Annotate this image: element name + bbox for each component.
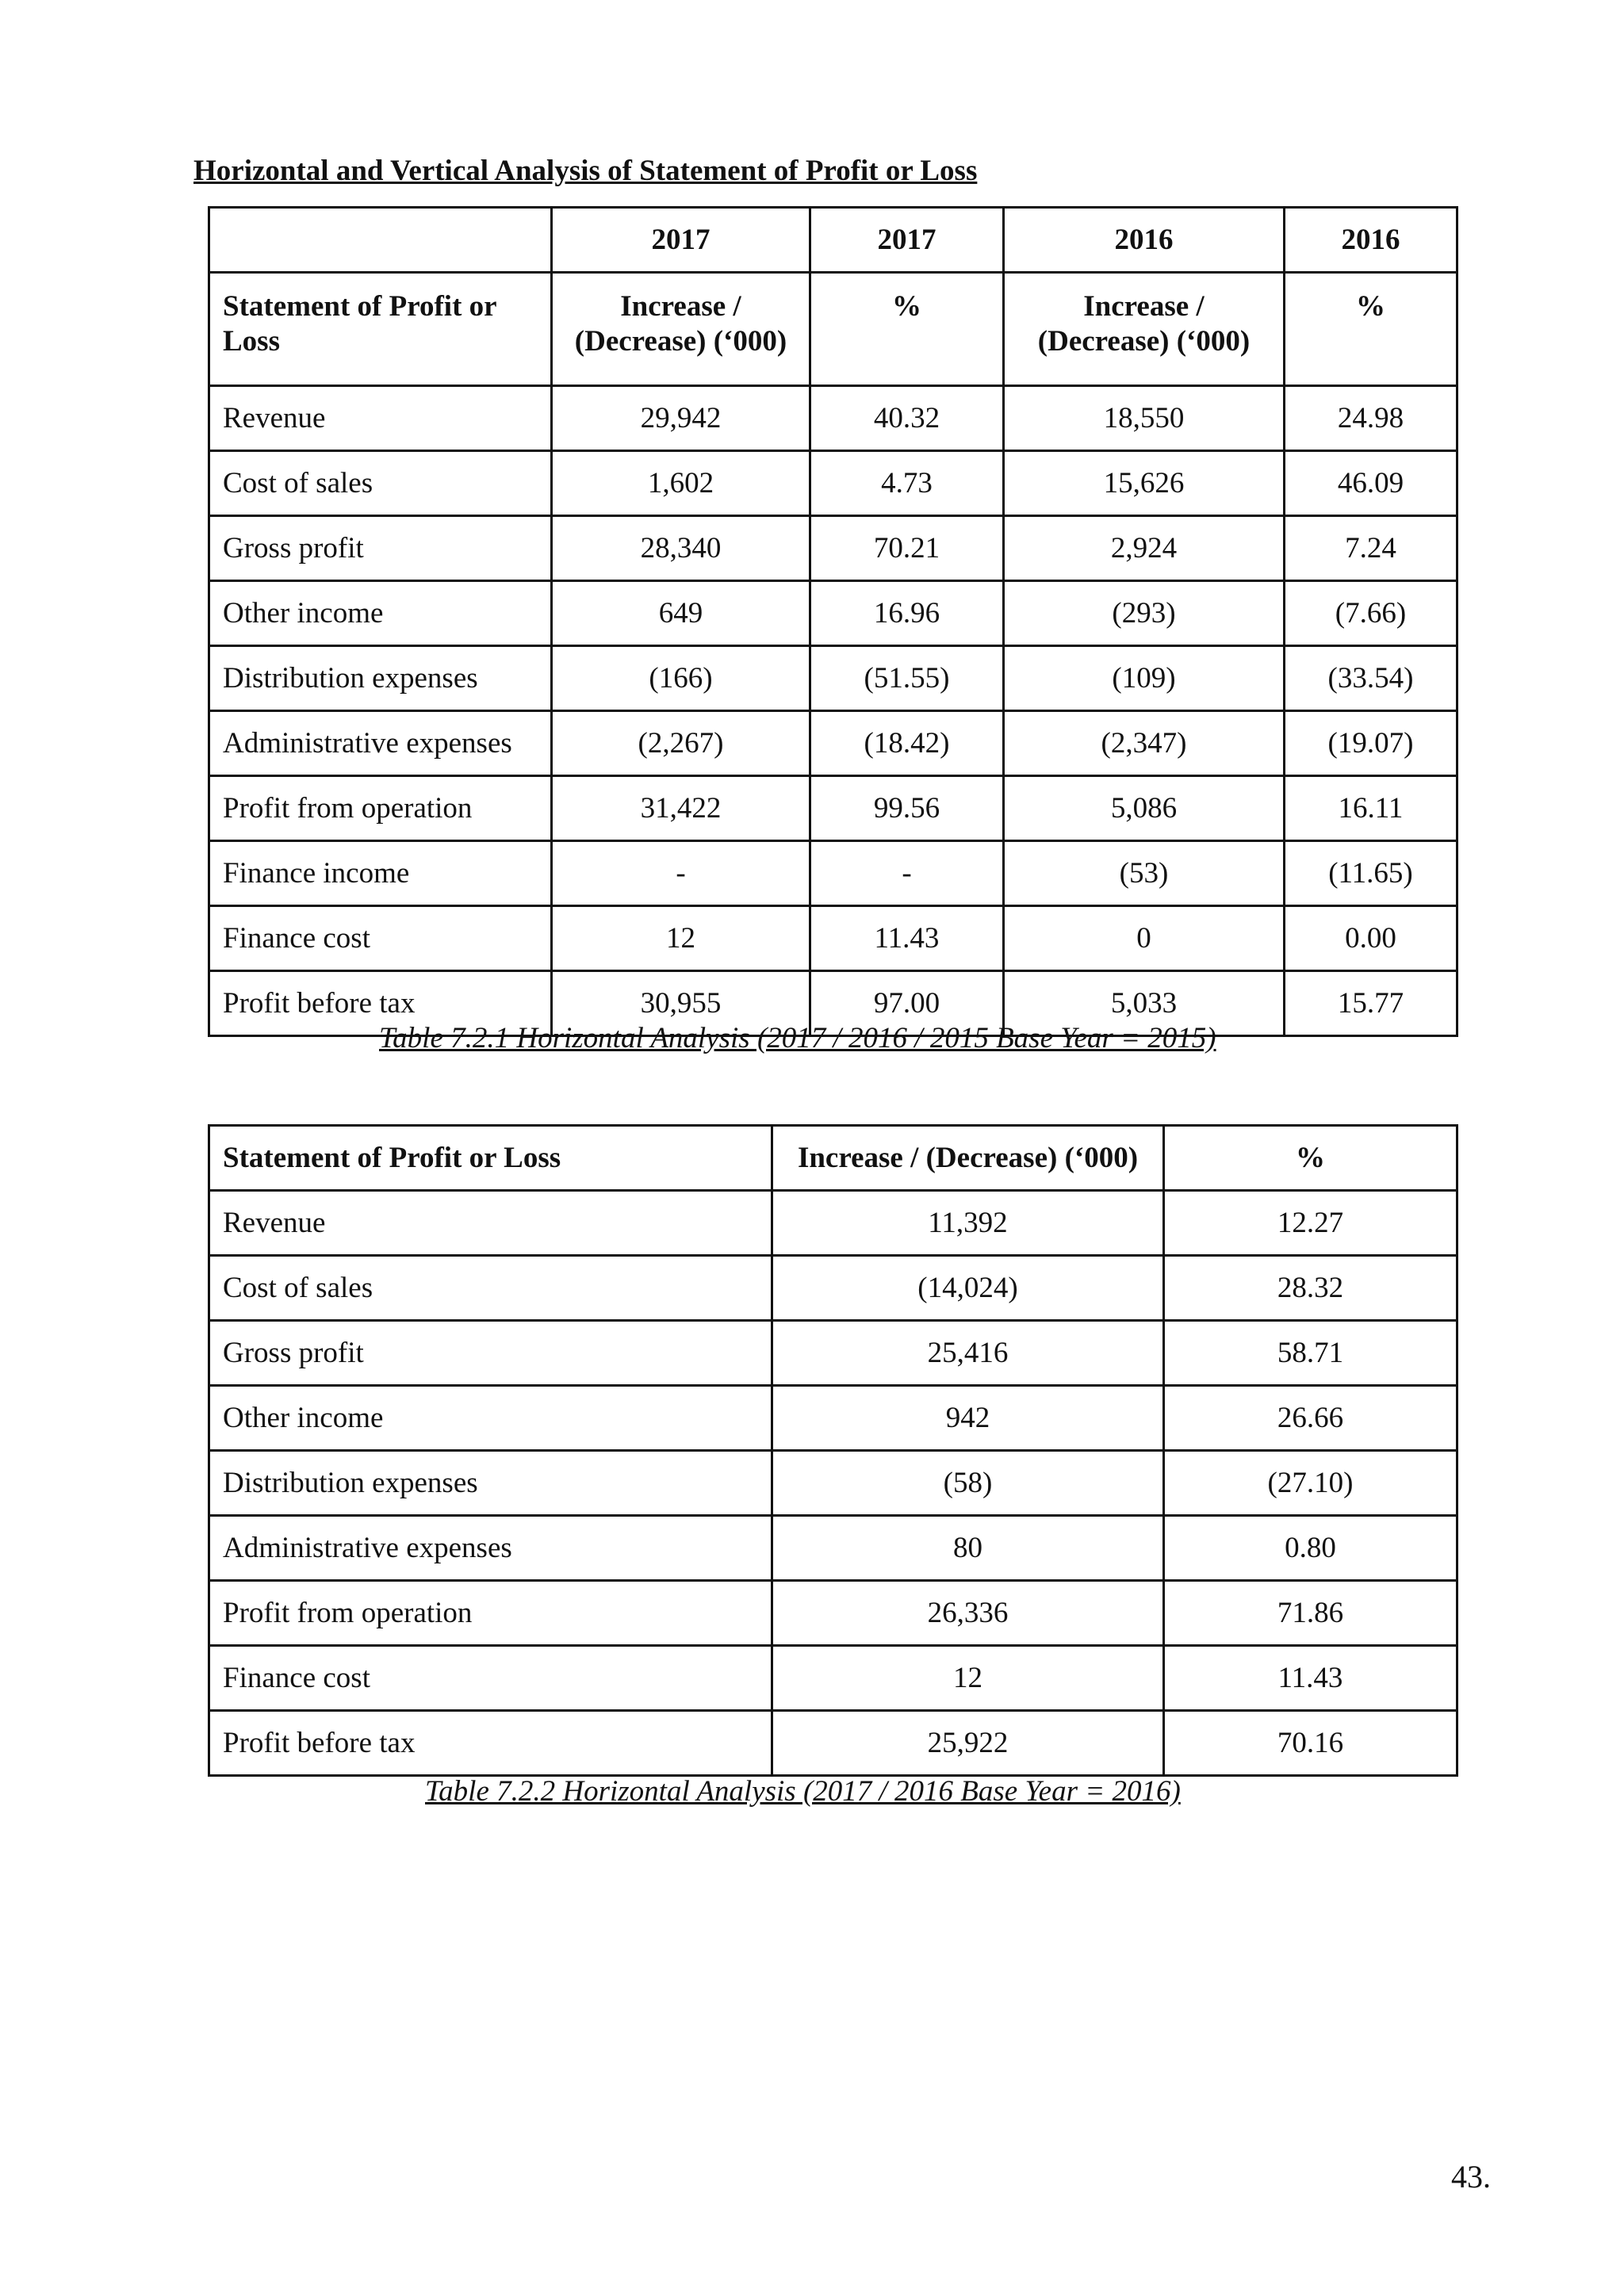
horizontal-analysis-table-2016-base bbox=[208, 1124, 1458, 1777]
value-cell: 28.32 bbox=[1164, 1256, 1457, 1321]
row-label: Finance cost bbox=[209, 906, 552, 971]
value-cell: (58) bbox=[772, 1451, 1164, 1516]
row-label: Administrative expenses bbox=[209, 711, 552, 776]
value-cell: 70.16 bbox=[1164, 1711, 1457, 1776]
value-cell: (7.66) bbox=[1285, 581, 1457, 646]
table-caption: Table 7.2.1 Horizontal Analysis (2017 / 2016 / 2015 Base Year = 2015) bbox=[379, 1022, 1216, 1054]
value-cell: (11.65) bbox=[1285, 841, 1457, 906]
row-label: Other income bbox=[209, 581, 552, 646]
row-label: Other income bbox=[209, 1386, 772, 1451]
value-cell: (19.07) bbox=[1285, 711, 1457, 776]
row-label: Profit from operation bbox=[209, 1581, 772, 1646]
value-cell: 24.98 bbox=[1285, 386, 1457, 451]
table-row bbox=[209, 1191, 1457, 1256]
value-cell: 26,336 bbox=[772, 1581, 1164, 1646]
column-header: Statement of Profit or Loss bbox=[209, 273, 552, 386]
value-cell: 4.73 bbox=[810, 451, 1004, 516]
table-row bbox=[209, 1581, 1457, 1646]
table-row bbox=[209, 1451, 1457, 1516]
column-header: % bbox=[810, 273, 1004, 386]
table-row bbox=[209, 1256, 1457, 1321]
value-cell: 28,340 bbox=[552, 516, 810, 581]
value-cell: 31,422 bbox=[552, 776, 810, 841]
horizontal-analysis-table-2015-base bbox=[208, 206, 1458, 1037]
row-label: Gross profit bbox=[209, 1321, 772, 1386]
value-cell: 16.11 bbox=[1285, 776, 1457, 841]
value-cell: 18,550 bbox=[1004, 386, 1285, 451]
column-header: Increase / (Decrease) (‘000) bbox=[1004, 273, 1285, 386]
row-label: Distribution expenses bbox=[209, 1451, 772, 1516]
table-caption: Table 7.2.2 Horizontal Analysis (2017 / 2016 Base Year = 2016) bbox=[425, 1775, 1181, 1808]
value-cell: (293) bbox=[1004, 581, 1285, 646]
table-row bbox=[209, 906, 1457, 971]
row-label: Profit from operation bbox=[209, 776, 552, 841]
year-header: 2016 bbox=[1285, 208, 1457, 273]
value-cell: 1,602 bbox=[552, 451, 810, 516]
value-cell: 58.71 bbox=[1164, 1321, 1457, 1386]
value-cell: 649 bbox=[552, 581, 810, 646]
value-cell: 15,626 bbox=[1004, 451, 1285, 516]
table-row bbox=[209, 1646, 1457, 1711]
table-row bbox=[209, 1386, 1457, 1451]
value-cell: (18.42) bbox=[810, 711, 1004, 776]
value-cell: 16.96 bbox=[810, 581, 1004, 646]
value-cell: (166) bbox=[552, 646, 810, 711]
row-label: Cost of sales bbox=[209, 1256, 772, 1321]
value-cell: 25,416 bbox=[772, 1321, 1164, 1386]
table-row bbox=[209, 1516, 1457, 1581]
row-label: Finance income bbox=[209, 841, 552, 906]
value-cell: (109) bbox=[1004, 646, 1285, 711]
column-header: Increase / (Decrease) (‘000) bbox=[772, 1126, 1164, 1191]
page-number: 43. bbox=[1451, 2159, 1491, 2195]
value-cell: 70.21 bbox=[810, 516, 1004, 581]
value-cell: (33.54) bbox=[1285, 646, 1457, 711]
year-header: 2017 bbox=[810, 208, 1004, 273]
value-cell: (51.55) bbox=[810, 646, 1004, 711]
table-row bbox=[209, 711, 1457, 776]
year-header-row bbox=[209, 208, 1457, 273]
table-row bbox=[209, 1321, 1457, 1386]
year-header: 2017 bbox=[552, 208, 810, 273]
value-cell: - bbox=[552, 841, 810, 906]
table-row bbox=[209, 386, 1457, 451]
row-label: Cost of sales bbox=[209, 451, 552, 516]
page-heading: Horizontal and Vertical Analysis of Statement of Profit or Loss bbox=[193, 155, 978, 187]
value-cell: (27.10) bbox=[1164, 1451, 1457, 1516]
table-row bbox=[209, 516, 1457, 581]
value-cell: 71.86 bbox=[1164, 1581, 1457, 1646]
value-cell: 15.77 bbox=[1285, 971, 1457, 1036]
value-cell: 0.80 bbox=[1164, 1516, 1457, 1581]
value-cell: 5,086 bbox=[1004, 776, 1285, 841]
column-header-row bbox=[209, 273, 1457, 386]
table-row bbox=[209, 581, 1457, 646]
row-label: Revenue bbox=[209, 386, 552, 451]
empty-header-cell bbox=[209, 208, 552, 273]
value-cell: (2,267) bbox=[552, 711, 810, 776]
table-row bbox=[209, 646, 1457, 711]
row-label: Gross profit bbox=[209, 516, 552, 581]
value-cell: 30,955 bbox=[552, 971, 810, 1036]
column-header-row bbox=[209, 1126, 1457, 1191]
row-label: Distribution expenses bbox=[209, 646, 552, 711]
value-cell: 7.24 bbox=[1285, 516, 1457, 581]
value-cell: 5,033 bbox=[1004, 971, 1285, 1036]
value-cell: 12 bbox=[552, 906, 810, 971]
table-row bbox=[209, 1711, 1457, 1776]
table-row bbox=[209, 841, 1457, 906]
row-label: Finance cost bbox=[209, 1646, 772, 1711]
value-cell: 26.66 bbox=[1164, 1386, 1457, 1451]
value-cell: 0 bbox=[1004, 906, 1285, 971]
value-cell: 11.43 bbox=[1164, 1646, 1457, 1711]
value-cell: 0.00 bbox=[1285, 906, 1457, 971]
value-cell: 12 bbox=[772, 1646, 1164, 1711]
row-label: Profit before tax bbox=[209, 1711, 772, 1776]
value-cell: 11,392 bbox=[772, 1191, 1164, 1256]
year-header: 2016 bbox=[1004, 208, 1285, 273]
column-header: % bbox=[1285, 273, 1457, 386]
table-row bbox=[209, 451, 1457, 516]
value-cell: 99.56 bbox=[810, 776, 1004, 841]
row-label: Administrative expenses bbox=[209, 1516, 772, 1581]
table-row bbox=[209, 776, 1457, 841]
value-cell: (14,024) bbox=[772, 1256, 1164, 1321]
value-cell: - bbox=[810, 841, 1004, 906]
value-cell: 97.00 bbox=[810, 971, 1004, 1036]
value-cell: (53) bbox=[1004, 841, 1285, 906]
value-cell: 25,922 bbox=[772, 1711, 1164, 1776]
value-cell: 46.09 bbox=[1285, 451, 1457, 516]
value-cell: 40.32 bbox=[810, 386, 1004, 451]
value-cell: 12.27 bbox=[1164, 1191, 1457, 1256]
value-cell: 942 bbox=[772, 1386, 1164, 1451]
column-header: % bbox=[1164, 1126, 1457, 1191]
value-cell: 11.43 bbox=[810, 906, 1004, 971]
row-label: Profit before tax bbox=[209, 971, 552, 1036]
column-header: Increase / (Decrease) (‘000) bbox=[552, 273, 810, 386]
column-header: Statement of Profit or Loss bbox=[209, 1126, 772, 1191]
value-cell: (2,347) bbox=[1004, 711, 1285, 776]
row-label: Revenue bbox=[209, 1191, 772, 1256]
value-cell: 80 bbox=[772, 1516, 1164, 1581]
value-cell: 29,942 bbox=[552, 386, 810, 451]
value-cell: 2,924 bbox=[1004, 516, 1285, 581]
